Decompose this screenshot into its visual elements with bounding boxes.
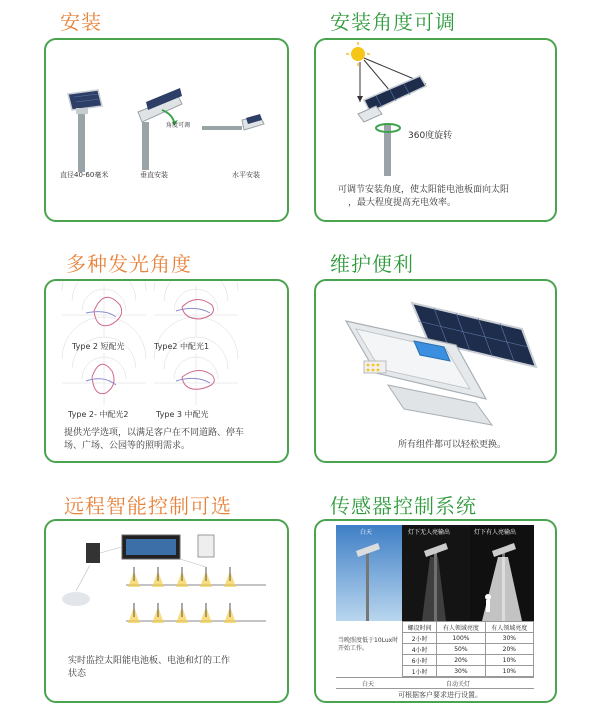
beam-desc-line1: 提供光学选项，以满足客户在不同道路、停车 [64,428,245,438]
table-cell: 有人领域亮度 [437,622,485,633]
table-row [403,622,534,633]
sensor-note: 可根据客户要求进行设置。 [398,691,482,699]
cloud-icon [62,592,90,606]
sensor-row-label: 当晚照度低于10Lux时开始工作。 [338,637,399,652]
beam-desc-line2: 场、广场、公园等的照明需求。 [64,441,191,451]
beam-label-type2-mid1: Type2 中配光1 [154,342,210,351]
remote-card [44,519,289,703]
remote-desc-line2: 状态 [68,669,87,679]
install-label-horizontal: 水平安装 [232,171,260,179]
table-cell: 30% [437,666,485,677]
table-row [403,666,534,677]
beam-label-type3-mid: Type 3 中配光 [156,410,209,419]
sensor-header-person: 灯下有人亮输出 [474,529,517,536]
sensor-header-noperson: 灯下无人亮输出 [408,529,451,536]
table-cell: 20% [437,655,485,666]
sensor-table [402,621,534,677]
angle-card [314,38,557,222]
angle-desc-line1: 可调节安装角度，使太阳能电池板面向太阳 [338,185,510,195]
install-label-diameter: 直径40-60毫米 [60,171,109,179]
table-cell: 20% [485,644,533,655]
install-label-vertical: 垂直安装 [140,171,168,179]
sensor-card [314,519,557,703]
angle-desc-line2: ，最大程度提高充电效率。 [348,198,457,208]
install-card [44,38,289,222]
table-row [403,655,534,666]
sensor-title: 传感器控制系统 [330,494,477,518]
sensor-footer-right: 自动关灯 [446,681,471,688]
angle-rotate-label: 360度旋转 [408,131,453,141]
table-cell: 4小时 [403,644,437,655]
angle-title: 安装角度可调 [330,10,456,34]
remote-title: 远程智能控制可选 [64,494,232,518]
table-row [403,644,534,655]
install-illustration [46,40,291,224]
sensor-footer-row [336,677,534,689]
table-cell: 2小时 [403,633,437,644]
table-cell: 100% [437,633,485,644]
install-title: 安装 [60,10,102,34]
table-cell: 6小时 [403,655,437,666]
beam-label-type2-short: Type 2 短配光 [72,342,125,351]
table-cell: 10% [485,655,533,666]
table-cell: 10% [485,666,533,677]
table-cell: 30% [485,633,533,644]
maintenance-desc: 所有组件都可以轻松更换。 [398,440,507,450]
table-cell: 50% [437,644,485,655]
remote-desc-line1: 实时监控太阳能电池板、电池和灯的工作 [68,656,231,666]
table-cell: 有人领域亮度 [485,622,533,633]
table-cell: 螺设时间 [403,622,437,633]
server-icon [86,543,100,563]
sun-icon [351,47,365,61]
beam-title: 多种发光角度 [66,252,192,276]
maintenance-card [314,279,557,463]
sensor-header-day: 白天 [360,529,373,536]
beam-card [44,279,289,463]
beam-label-type2-mid2: Type 2- 中配光2 [68,410,129,419]
maintenance-title: 维护便利 [330,252,414,276]
table-cell: 1小时 [403,666,437,677]
table-row [403,633,534,644]
sensor-footer-left: 白天 [362,681,375,688]
install-arrow-label: 角度可调 [166,122,191,129]
